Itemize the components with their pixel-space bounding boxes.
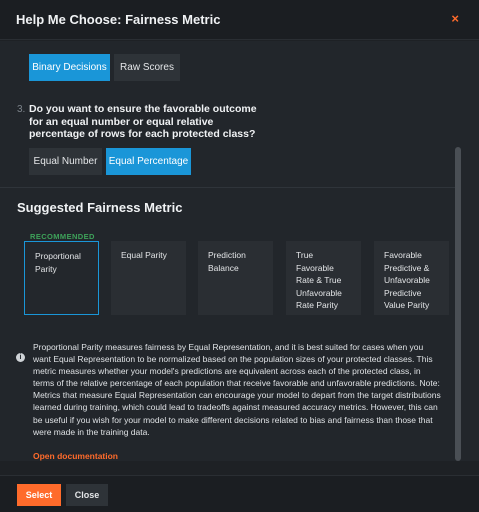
close-button[interactable]: Close — [66, 484, 108, 506]
metric-card-favorable-predictive-value[interactable]: Favorable Predictive & Unfavorable Predictive Value Parity — [374, 241, 449, 315]
scrollbar-thumb[interactable] — [455, 147, 461, 461]
recommended-badge: RECOMMENDED — [30, 232, 95, 241]
metric-card-true-favorable-rate[interactable]: True Favorable Rate & True Unfavorable Rate Parity — [286, 241, 361, 315]
info-icon: i — [16, 353, 25, 362]
metric-card-equal-parity[interactable]: Equal Parity — [111, 241, 186, 315]
equal-percentage-button[interactable]: Equal Percentage — [106, 148, 191, 175]
close-icon[interactable]: × — [451, 11, 459, 26]
dialog-title: Help Me Choose: Fairness Metric — [16, 12, 221, 27]
question-text: Do you want to ensure the favorable outcome for an equal number or equal relative percentage of rows for each protected class? — [29, 103, 257, 140]
metric-description: Proportional Parity measures fairness by Equal Representation, and it is best suited for cases when you want Equal Representation to be normalized based on the population sizes of your protected classes. This metric measures whether your model's predictions are equivalent across each of the protected class, in terms of the relative percentage of each population that receive favorable and unfavorable predictions. Note: Metrics that measure Equal Representation can encourage your model to depart from the target distributions learned during training, which could lead to tradeoffs against measured accuracy metrics. However, this can be useful if you wish for your model to make different decisions related to bias and fairness than those that were made in the training data. — [33, 342, 441, 437]
question-number: 3. — [17, 104, 26, 115]
section-divider — [0, 187, 455, 188]
suggested-metric-title: Suggested Fairness Metric — [17, 200, 183, 215]
open-documentation-link[interactable]: Open documentation — [33, 451, 118, 461]
dialog-header — [0, 0, 479, 40]
binary-decisions-button[interactable]: Binary Decisions — [29, 54, 110, 81]
metric-card-proportional-parity[interactable]: Proportional Parity — [24, 241, 99, 315]
select-button[interactable]: Select — [17, 484, 61, 506]
metric-card-prediction-balance[interactable]: Prediction Balance — [198, 241, 273, 315]
raw-scores-button[interactable]: Raw Scores — [114, 54, 180, 81]
equal-number-button[interactable]: Equal Number — [29, 148, 102, 175]
